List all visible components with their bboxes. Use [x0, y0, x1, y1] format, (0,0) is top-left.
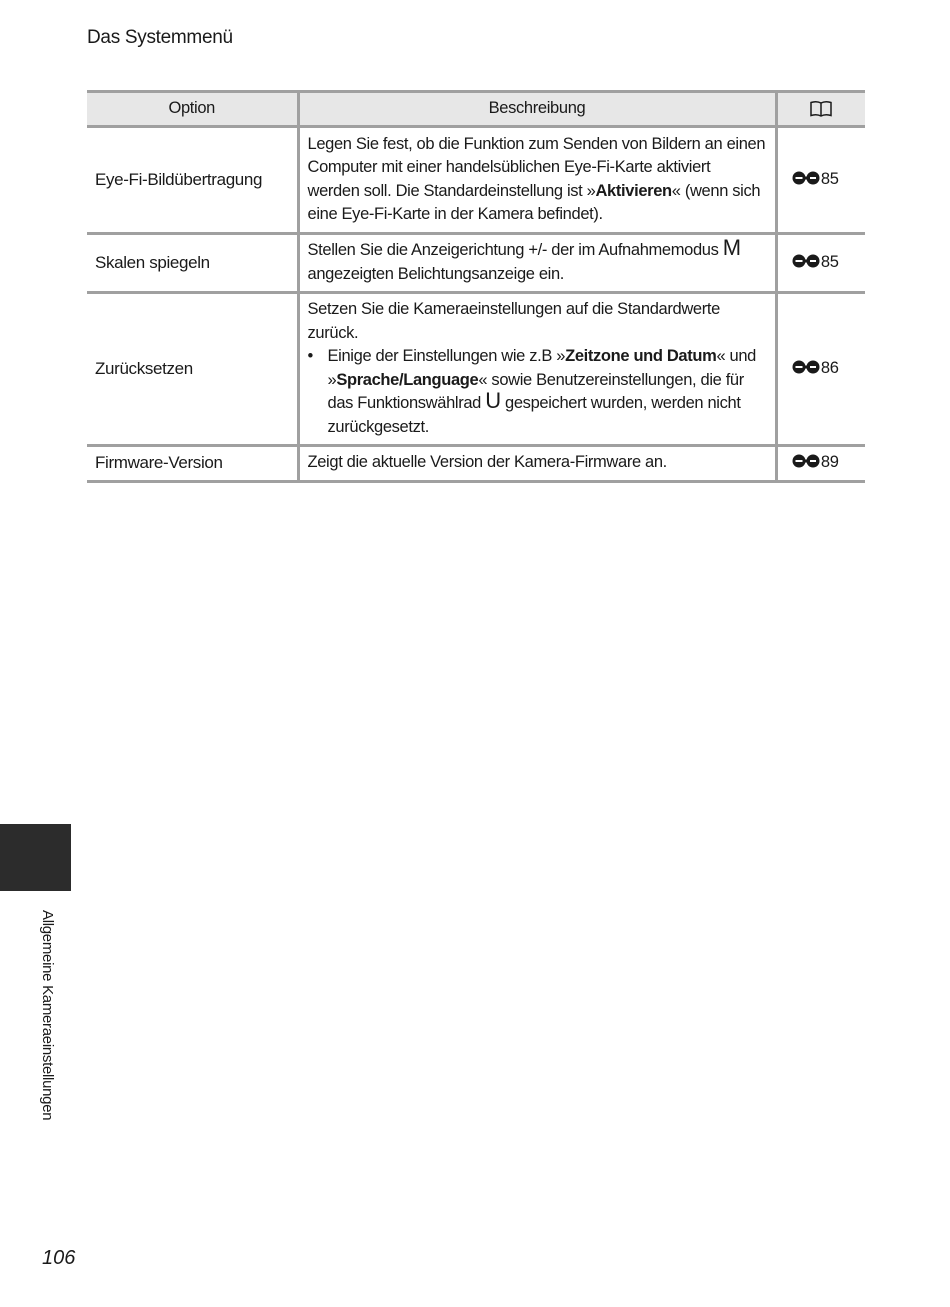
- reference-cell: 85: [776, 127, 865, 234]
- chapter-label: Allgemeine Kameraeinstellungen: [39, 910, 56, 1121]
- bullet-item: • Einige der Einstellungen wie z.B »Zeitzone und Datum« und »Sprache/Language« sowie Benutzereinstellungen, die für das Funktionswählrad U gespeichert wurden, werden nicht zurückgesetzt.: [307, 347, 757, 436]
- option-cell: Firmware-Version: [87, 446, 298, 482]
- description-cell: Setzen Sie die Kameraeinstellungen auf die Standardwerte zurück. • Einige der Einstellungen wie z.B »Zeitzone und Datum« und »Sprache/Language« sowie Benutzereinstellungen, die für das Funktionswählrad U gespeichert wurden, werden nicht zurückgesetzt.: [298, 293, 776, 446]
- table-row: [87, 293, 865, 446]
- column-header-option: Option: [87, 92, 298, 127]
- chapter-tab: [0, 824, 71, 891]
- options-table: [87, 90, 865, 483]
- reference-cell: 89: [776, 446, 865, 482]
- option-cell: Eye-Fi-Bildübertragung: [87, 127, 298, 234]
- option-cell: Zurücksetzen: [87, 293, 298, 446]
- book-icon: [809, 100, 833, 118]
- reference-cell: 85: [776, 234, 865, 293]
- reference-section-icon: [792, 254, 820, 268]
- user-settings-mode-glyph: U: [485, 388, 501, 413]
- reference-section-icon: [792, 360, 820, 374]
- description-cell: Stellen Sie die Anzeigerichtung +/- der im Aufnahmemodus M angezeigten Belichtungsanzeige ein.: [298, 234, 776, 293]
- description-cell: Zeigt die aktuelle Version der Kamera-Firmware an.: [298, 446, 776, 482]
- description-cell: Legen Sie fest, ob die Funktion zum Senden von Bildern an einen Computer mit einer handelsüblichen Eye-Fi-Karte aktiviert werden soll. Die Standardeinstellung ist »Aktivieren« (wenn sich eine Eye-Fi-Karte in der Kamera befindet).: [298, 127, 776, 234]
- manual-mode-glyph: M: [722, 235, 741, 260]
- reference-section-icon: [792, 171, 820, 185]
- reference-section-icon: [792, 454, 820, 468]
- column-header-reference: [776, 92, 865, 127]
- page-number: 106: [42, 1247, 76, 1269]
- table-row: [87, 446, 865, 482]
- option-cell: Skalen spiegeln: [87, 234, 298, 293]
- table-header-row: [87, 92, 865, 127]
- reference-cell: 86: [776, 293, 865, 446]
- column-header-description: Beschreibung: [298, 92, 776, 127]
- page-title: Das Systemmenü: [87, 27, 233, 48]
- table-row: [87, 234, 865, 293]
- table-row: [87, 127, 865, 234]
